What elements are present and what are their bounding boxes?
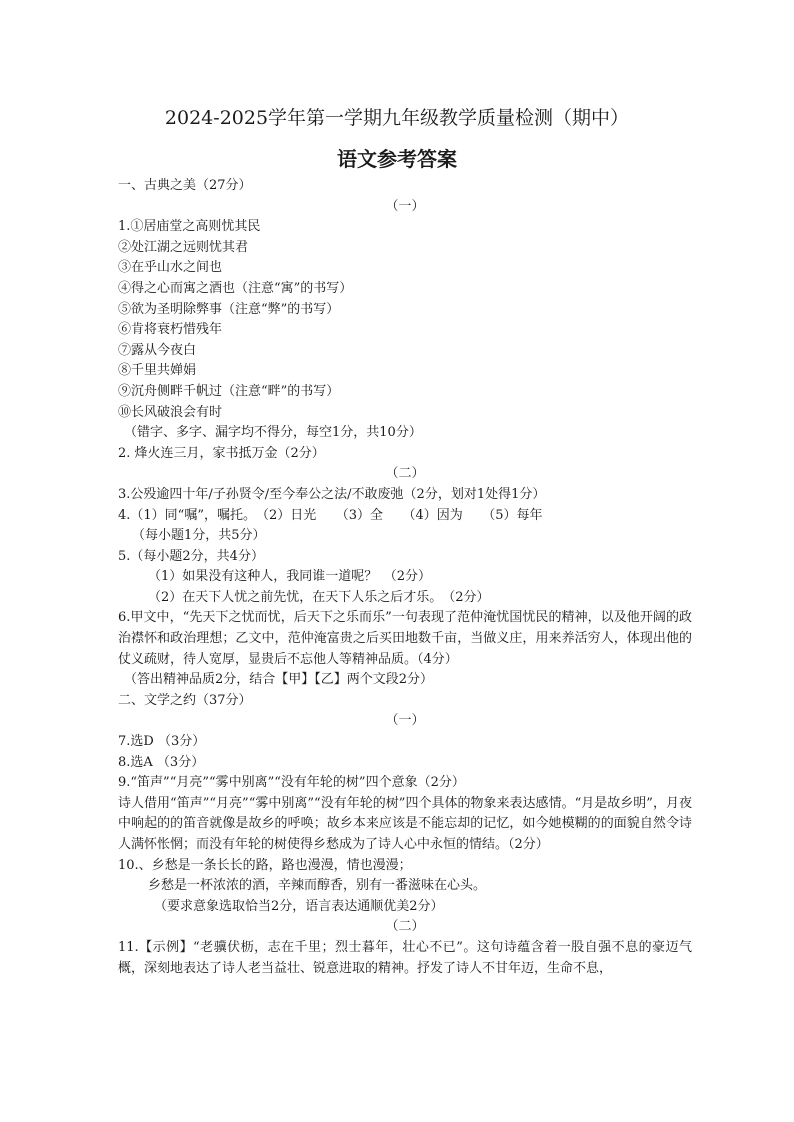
answer-line: （2）在天下人忧之前先忧，在天下人乐之后才乐。 （2分） <box>148 589 490 605</box>
answer-line: ②处江湖之远则忧其君 <box>118 239 249 255</box>
subsection-heading: （一） <box>385 713 425 729</box>
subsection-heading: （二） <box>385 466 425 482</box>
page-title: 2024-2025学年第一学期九年级教学质量检测（期中） <box>164 107 630 129</box>
answer-paragraph: 11.【示例】“老骥伏枥，志在千里；烈士暮年，壮心不已”。这句诗蕴含着一股自强不息的豪迈气概，深刻地表达了诗人老当益壮、锐意进取的精神。抒发了诗人不甘年迈，生命不息， <box>118 939 692 976</box>
page-subtitle: 语文参考答案 <box>337 147 457 171</box>
answer-line: ⑩长风破浪会有时 <box>118 404 223 420</box>
answer-line: 2. 烽火连三月，家书抵万金（2分） <box>118 445 325 461</box>
scoring-note: （错字、多字、漏字均不得分，每空1分，共10分） <box>124 425 422 441</box>
answer-line: ⑦露从今夜白 <box>118 342 197 358</box>
subsection-heading: （一） <box>385 198 425 214</box>
answer-line: 乡愁是一杯浓浓的酒，辛辣而醇香，别有一番滋味在心头。 <box>148 878 487 894</box>
answer-line: 5.（每小题2分，共4分） <box>118 548 264 564</box>
answer-paragraph: 诗人借用“笛声”“月亮”“雾中别离”“没有年轮的树”四个具体的物象来表达感情。“月是故乡明”，月夜中响起的的笛音就像是故乡的呼唤；故乡本来应该是不能忘却的记忆，如今她模糊的的面貌自然令诗人满怀怅惘；而没有年轮的树使得乡愁成为了诗人心中永恒的情结。（2分） <box>118 795 692 852</box>
section-heading: 二、文学之约（37分） <box>118 692 252 708</box>
answer-line: 1.①居庙堂之高则忧其民 <box>118 219 261 235</box>
answer-line: ⑨沉舟侧畔千帆过（注意“畔”的书写） <box>118 383 340 399</box>
answer-line: 10.、乡愁是一条长长的路，路也漫漫，情也漫漫； <box>118 857 412 873</box>
subsection-heading: （二） <box>385 919 425 935</box>
answer-paragraph: 6.甲文中，“先天下之忧而忧，后天下之乐而乐”一句表现了范仲淹忧国忧民的精神，以及他开阔的政治襟怀和政治理想；乙文中，范仲淹富贵之后买田地数千亩，当做义庄，用来养活穷人，体现出他的仗义疏财，待人宽厚，显贵后不忘他人等精神品质。（4分） <box>118 610 692 667</box>
scoring-note: （答出精神品质2分，结合【甲】【乙】两个文段2分） <box>124 672 434 688</box>
answer-line: 9.“笛声”“月亮”“雾中别离”“没有年轮的树”四个意象（2分） <box>118 775 465 791</box>
section-heading: 一、古典之美（27分） <box>118 178 252 193</box>
scoring-note: （要求意象选取恰当2分，语言表达通顺优美2分） <box>154 898 444 914</box>
answer-line: 4.（1）同“嘱”，嘱托。 （2）日光 （3）全 （4）因为 （5）每年 <box>118 507 543 523</box>
answer-line: ⑧千里共婵娟 <box>118 363 197 379</box>
answer-line: （1）如果没有这种人，我同谁一道呢？ （2分） <box>148 569 432 585</box>
answer-line: ④得之心而寓之酒也（注意“寓”的书写） <box>118 280 353 296</box>
answer-line: 8.选A （3分） <box>118 754 205 770</box>
answer-line: ③在乎山水之间也 <box>118 260 223 276</box>
answer-line: ⑤欲为圣明除弊事（注意“弊”的书写） <box>118 301 340 317</box>
answer-line: 7.选D （3分） <box>118 734 206 750</box>
answer-line: ⑥肯将衰朽惜残年 <box>118 322 223 338</box>
answer-line: 3.公殁逾四十年/子孙贤令/至今奉公之法/不敢废弛（2分，划对1处得1分） <box>118 486 546 502</box>
answer-body <box>118 176 692 979</box>
scoring-note: （每小题1分，共5分） <box>132 528 266 544</box>
